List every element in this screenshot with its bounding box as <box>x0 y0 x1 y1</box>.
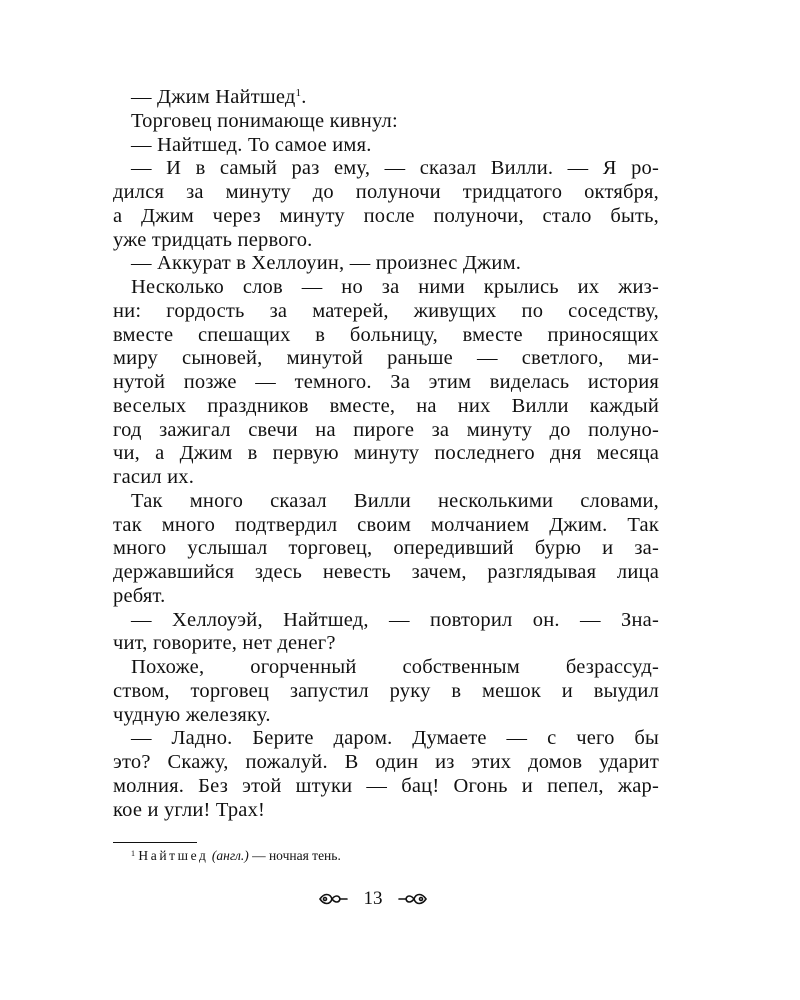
text-line-content: нутой позже — темного. За этим виделась история <box>113 371 659 393</box>
text-line <box>113 656 659 680</box>
text-line <box>113 751 659 775</box>
text-line <box>113 775 659 799</box>
text-line-content: — Хеллоуэй, Найтшед, — повторил он. — Зна- <box>131 608 659 631</box>
text-line-content: вместе спешащих в больницу, вместе приносящих <box>113 323 659 346</box>
text-line-content: молния. Без этой штуки — бац! Огонь и пепел, жар- <box>113 774 659 797</box>
text-line <box>113 680 659 704</box>
text-line <box>113 300 659 324</box>
fleuron-right-icon <box>398 891 428 907</box>
text-line-content: — И в самый раз ему, — сказал Вилли. — Я ро- <box>131 157 659 180</box>
text-line-content: это? Скажу, пожалуй. В один из этих домов ударит <box>113 751 659 773</box>
text-line <box>113 727 659 751</box>
text-line <box>113 371 659 395</box>
text-line-content: Несколько слов — но за ними крылись их жиз- <box>131 276 659 298</box>
text-line <box>113 419 659 443</box>
text-line <box>113 466 659 490</box>
text-line-content: гасил их. <box>113 466 195 488</box>
footnote-divider <box>113 842 197 843</box>
footnote-reference: 1 <box>295 87 302 99</box>
text-line <box>113 134 659 158</box>
page-number: 13 <box>363 888 383 909</box>
text-line <box>113 609 659 633</box>
text-line-content: Похоже, огорченный собственным безрассуд- <box>131 656 659 678</box>
text-line-content: — Джим Найтшед <box>131 86 296 108</box>
text-line-content: Торговец понимающе кивнул: <box>131 109 398 132</box>
text-line-content: — Аккурат в Хеллоуин, — произнес Джим. <box>131 252 522 275</box>
text-line-content: уже тридцать первого. <box>113 228 313 251</box>
text-line <box>113 205 659 229</box>
text-line-content: а Джим через минуту после полуночи, стало быть, <box>113 204 659 227</box>
text-line-content: — Ладно. Берите даром. Думаете — с чего бы <box>131 727 659 750</box>
text-line-content: миру сыновей, минутой раньше — светлого, ми- <box>113 347 659 370</box>
text-line <box>113 442 659 466</box>
text-line-content: веселых праздников вместе, на них Вилли каждый <box>113 394 659 417</box>
text-line <box>113 252 659 276</box>
footnote <box>131 847 341 865</box>
text-line <box>113 490 659 514</box>
text-line-content: ребят. <box>113 584 166 607</box>
footnote-headword: Найтшед <box>138 848 209 863</box>
text-line-content: Так много сказал Вилли несколькими словами, <box>131 489 659 512</box>
text-line <box>113 537 659 561</box>
text-line <box>113 704 659 728</box>
text-line <box>113 585 659 609</box>
text-line-content: чи, а Джим в первую минуту последнего дня месяца <box>113 442 659 465</box>
footnote-language: (англ.) <box>211 848 249 863</box>
text-line <box>113 86 659 110</box>
text-line-content: чит, говорите, нет денег? <box>113 632 336 655</box>
text-line-content: ни: гордость за матерей, живущих по соседству, <box>113 299 659 322</box>
text-line <box>113 514 659 538</box>
text-line-content: много услышал торговец, опередивший бурю и за- <box>113 537 659 560</box>
text-line-content: державшийся здесь невесть зачем, разглядывая лица <box>113 561 659 583</box>
text-line-content: так много подтвердил своим молчанием Джим. Так <box>113 513 659 536</box>
text-line <box>113 276 659 300</box>
text-line-content: год зажигал свечи на пироге за минуту до полуно- <box>113 418 659 441</box>
text-line <box>113 324 659 348</box>
text-line <box>113 395 659 419</box>
fleuron-left-icon <box>318 891 348 907</box>
text-line-content: кое и угли! Трах! <box>113 798 266 821</box>
text-line <box>113 347 659 371</box>
text-line <box>113 229 659 253</box>
text-line <box>113 799 659 823</box>
text-line-punctuation: . <box>301 86 307 108</box>
text-line <box>113 632 659 656</box>
text-line-content: — Найтшед. То самое имя. <box>131 133 372 156</box>
text-line <box>113 181 659 205</box>
text-line-content: чудную железяку. <box>113 703 271 726</box>
footnote-definition: — ночная тень. <box>248 848 341 863</box>
text-line-content: дился за минуту до полуночи тридцатого октября, <box>113 181 659 203</box>
text-line-content: ством, торговец запустил руку в мешок и выудил <box>113 679 659 702</box>
text-line <box>113 157 659 181</box>
footnote-mark: 1 <box>131 849 135 858</box>
text-line <box>113 110 659 134</box>
page-body <box>113 86 659 822</box>
text-line <box>113 561 659 585</box>
page-folio <box>318 884 428 914</box>
